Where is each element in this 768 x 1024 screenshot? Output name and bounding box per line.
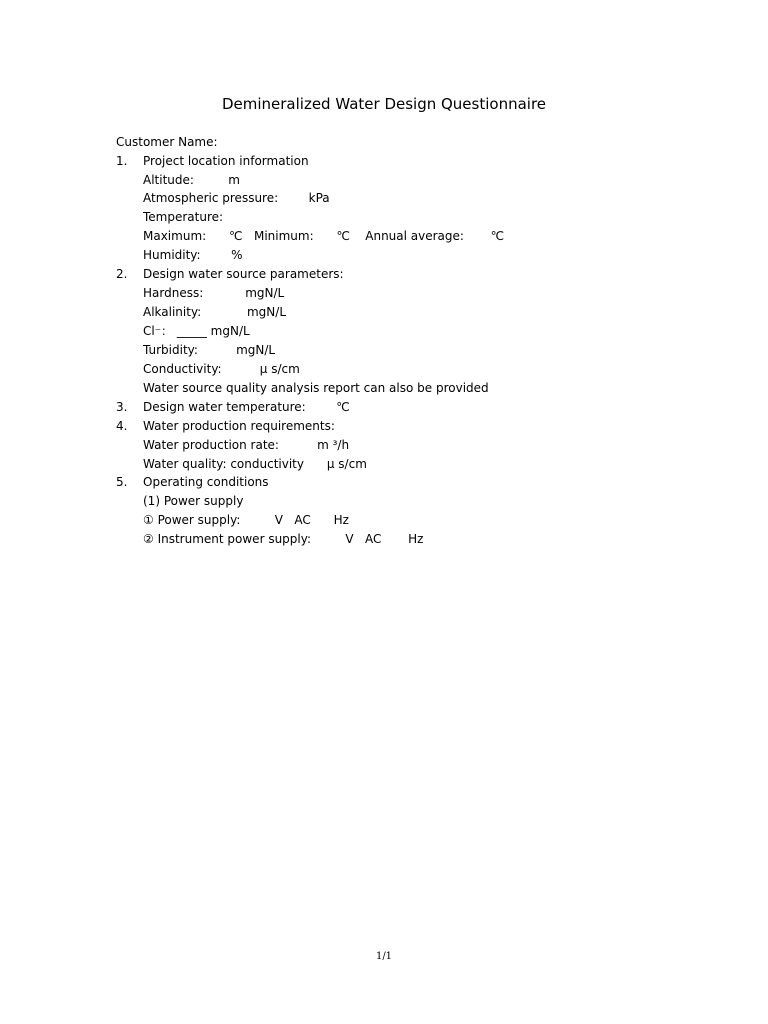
atmospheric-pressure-line: Atmospheric pressure: kPa bbox=[143, 191, 330, 205]
section-5-heading: Operating conditions bbox=[143, 475, 269, 489]
section-2-heading: Design water source parameters: bbox=[143, 267, 344, 281]
power-supply-line: ① Power supply: V AC Hz bbox=[143, 513, 349, 527]
customer-name-label: Customer Name: bbox=[116, 135, 218, 149]
humidity-line: Humidity: % bbox=[143, 248, 243, 262]
water-quality-line: Water quality: conductivity μ s/cm bbox=[143, 457, 367, 471]
section-4-number: 4. bbox=[116, 419, 128, 433]
analysis-report-line: Water source quality analysis report can also be provided bbox=[143, 381, 489, 395]
temperature-range-line: Maximum: ℃ Minimum: ℃ Annual average: ℃ bbox=[143, 229, 505, 243]
conductivity-line: Conductivity: μ s/cm bbox=[143, 362, 300, 376]
section-3-heading: Design water temperature: ℃ bbox=[143, 400, 350, 414]
page-number: 1/1 bbox=[375, 951, 393, 962]
document-title: Demineralized Water Design Questionnaire bbox=[221, 95, 547, 113]
section-1-heading: Project location information bbox=[143, 154, 309, 168]
hardness-line: Hardness: mgN/L bbox=[143, 286, 285, 300]
section-1-number: 1. bbox=[116, 154, 128, 168]
altitude-line: Altitude: m bbox=[143, 173, 240, 187]
production-rate-line: Water production rate: m ³/h bbox=[143, 438, 350, 452]
temperature-line: Temperature: bbox=[143, 210, 224, 224]
section-3-number: 3. bbox=[116, 400, 128, 414]
chloride-line: Cl⁻： _____ mgN/L bbox=[143, 324, 250, 338]
alkalinity-line: Alkalinity: mgN/L bbox=[143, 305, 287, 319]
section-2-number: 2. bbox=[116, 267, 128, 281]
section-5-number: 5. bbox=[116, 475, 128, 489]
turbidity-line: Turbidity: mgN/L bbox=[143, 343, 276, 357]
power-supply-subheading: (1) Power supply bbox=[143, 494, 244, 508]
instrument-power-supply-line: ② Instrument power supply: V AC Hz bbox=[143, 532, 424, 546]
section-4-heading: Water production requirements: bbox=[143, 419, 335, 433]
